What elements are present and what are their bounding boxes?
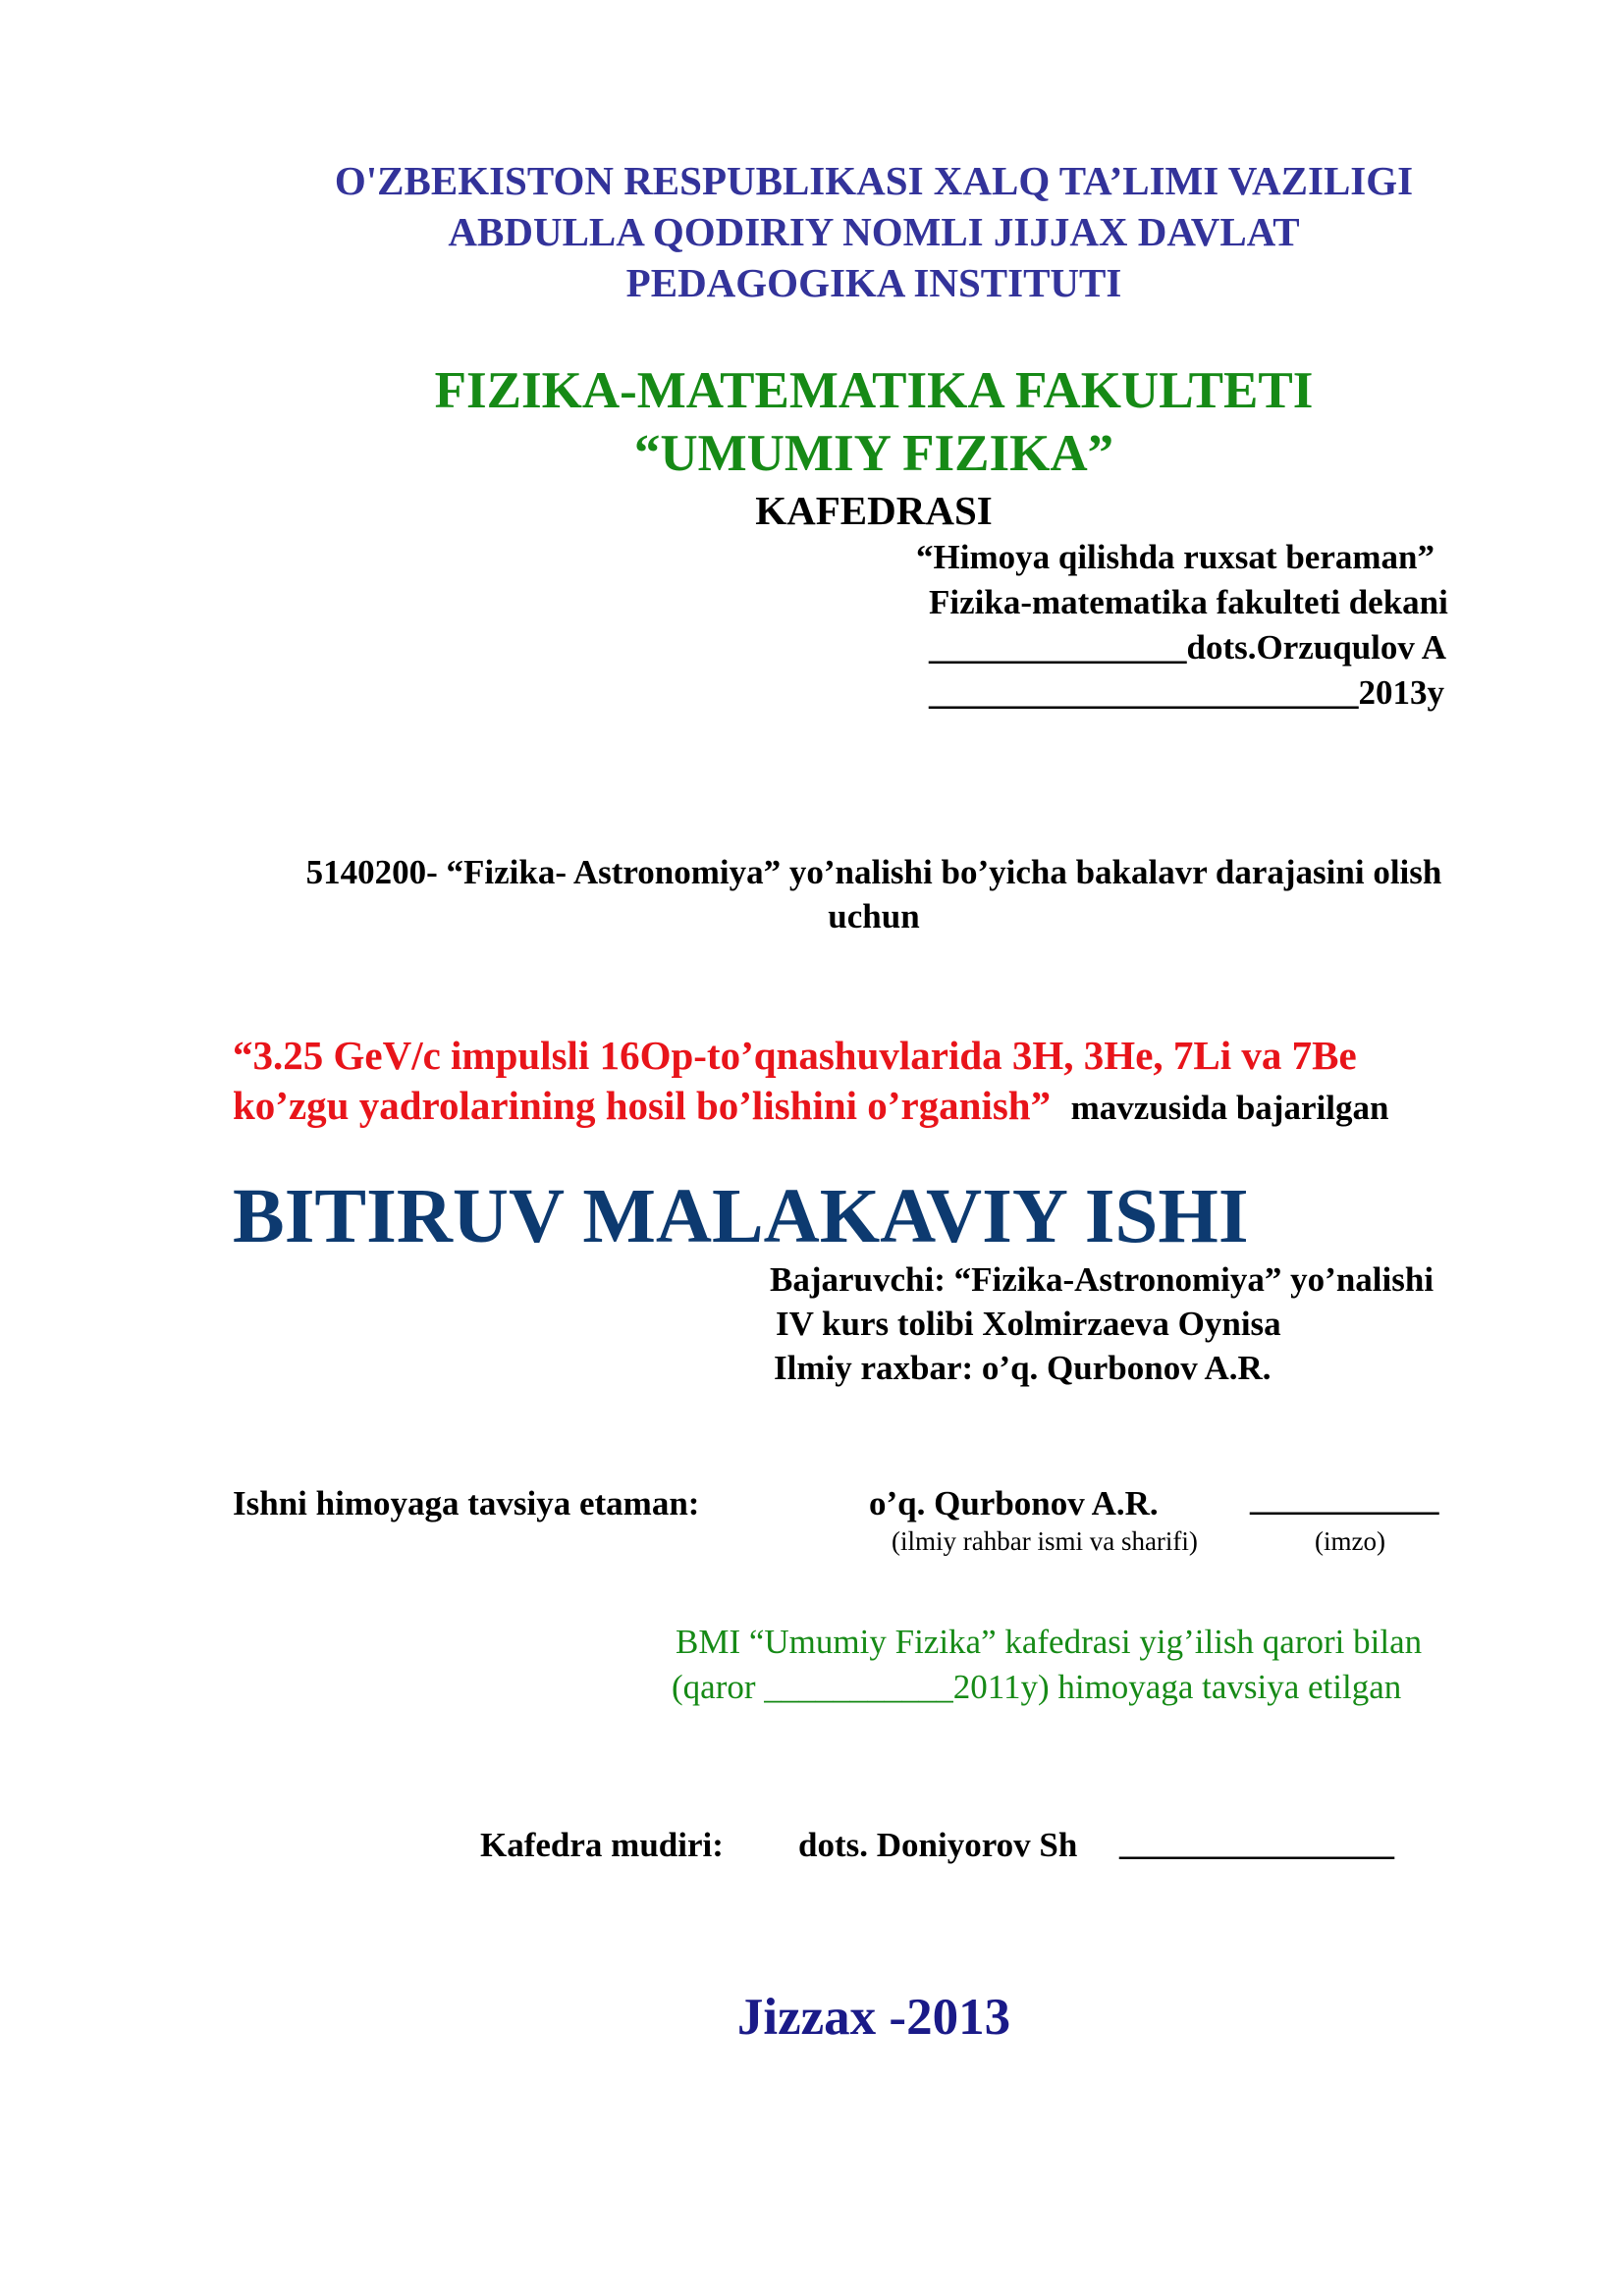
performer-line-2: IV kurs tolibi Xolmirzaeva Oynisa bbox=[776, 1305, 1281, 1343]
approval-line-1: “Himoya qilishda ruxsat beraman” bbox=[916, 538, 1435, 576]
department-label: KAFEDRASI bbox=[755, 488, 993, 533]
supervisor-name: o’q. Qurbonov A.R. bbox=[869, 1484, 1159, 1522]
head-label: Kafedra mudiri: bbox=[480, 1826, 724, 1864]
signature-caption: (imzo) bbox=[1315, 1526, 1385, 1556]
city-year: Jizzax -2013 bbox=[736, 1989, 1011, 2046]
name-caption: (ilmiy rahbar ismi va sharifi) bbox=[892, 1526, 1198, 1556]
approval-line-2: Fizika-matematika fakulteti dekani bbox=[929, 583, 1448, 621]
head-signature-line: ________________ bbox=[1119, 1824, 1394, 1862]
topic-text-1: “3.25 GeV/c impulsli 16Op-to’qnashuvlarida 3H, 3He, 7Li va 7Be bbox=[233, 1033, 1357, 1078]
ministry-line-2: ABDULLA QODIRIY NOMLI JIJJAX DAVLAT bbox=[448, 209, 1300, 254]
supervisor-signature-line: ___________ bbox=[1250, 1479, 1439, 1518]
approval-line-3: _______________dots.Orzuqulov A bbox=[929, 628, 1446, 667]
approval-line-4: _________________________2013y bbox=[929, 673, 1444, 712]
degree-line-1: 5140200- “Fizika- Astronomiya” yo’nalishi bo’yicha bakalavr darajasini olish bbox=[305, 853, 1442, 891]
ministry-line-1: O'ZBEKISTON RESPUBLIKASI XALQ TA’LIMI VAZILIGI bbox=[334, 158, 1414, 203]
department-title: “UMUMIY FIZIKA” bbox=[633, 425, 1114, 482]
main-title: BITIRUV MALAKAVIY ISHI bbox=[233, 1174, 1249, 1259]
recommend-label: Ishni himoyaga tavsiya etaman: bbox=[233, 1484, 700, 1522]
performer-line-3: Ilmiy raxbar: o’q. Qurbonov A.R. bbox=[774, 1349, 1272, 1387]
degree-line-2: uchun bbox=[828, 897, 920, 935]
topic-tail: mavzusida bajarilgan bbox=[1070, 1089, 1389, 1127]
topic-line-1 bbox=[233, 1031, 1357, 1081]
ministry-line-3: PEDAGOGIKA INSTITUTI bbox=[625, 260, 1122, 305]
head-name: dots. Doniyorov Sh bbox=[798, 1826, 1078, 1864]
committee-line-1: BMI “Umumiy Fizika” kafedrasi yig’ilish qarori bilan bbox=[676, 1623, 1423, 1661]
topic-text-2: ko’zgu yadrolarining hosil bo’lishini o’rganish” bbox=[233, 1083, 1052, 1128]
performer-line-1: Bajaruvchi: “Fizika-Astronomiya” yo’nalishi bbox=[770, 1260, 1435, 1299]
topic-line-2 bbox=[233, 1081, 1388, 1133]
faculty-title: FIZIKA-MATEMATIKA FAKULTETI bbox=[434, 362, 1314, 419]
committee-line-2: (qaror ___________2011y) himoyaga tavsiya etilgan bbox=[672, 1668, 1402, 1706]
